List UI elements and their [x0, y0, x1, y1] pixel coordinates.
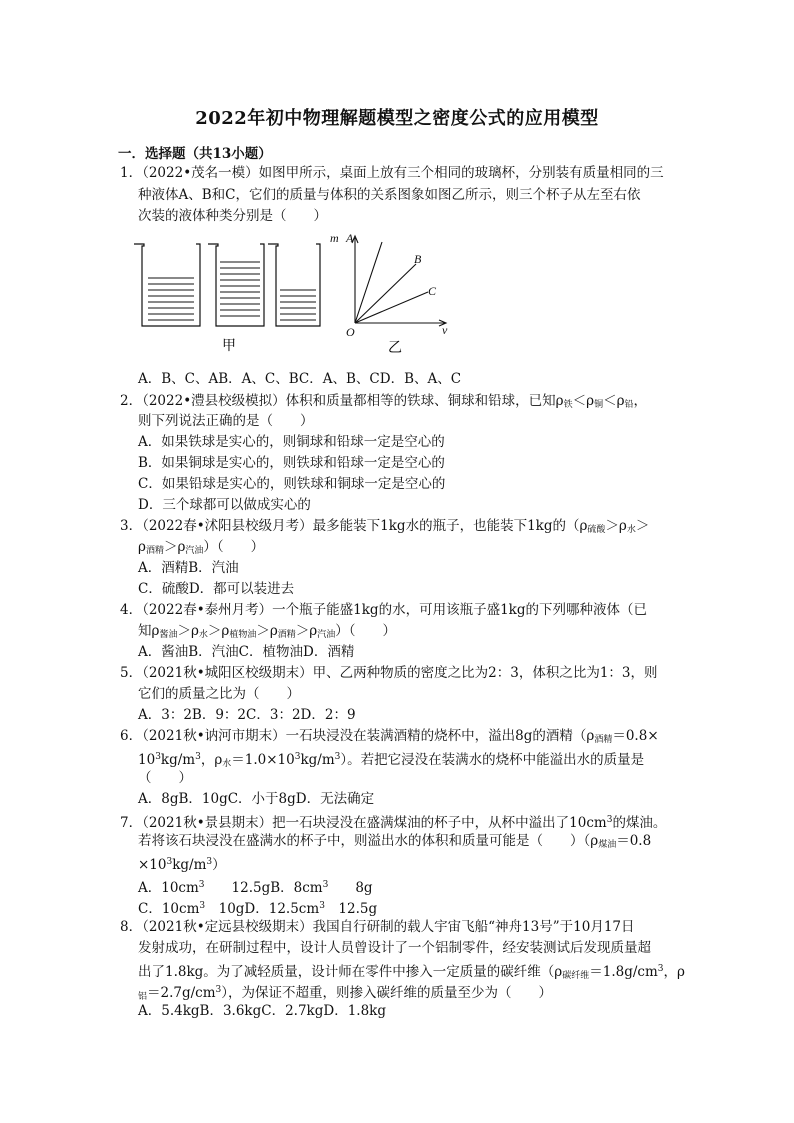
- origin-label: O: [346, 325, 355, 339]
- q7-opt-d-sup: 3: [319, 901, 325, 911]
- q8-text-5: ），为保证不超重，则掺入碳纤维的质量至少为（ ）: [221, 985, 553, 1001]
- q6-sup2: 3: [195, 752, 201, 762]
- q7-sub1: 煤油: [598, 840, 617, 850]
- q4-text: 知ρ: [138, 623, 160, 639]
- figure-label-jia: 甲: [222, 338, 236, 354]
- q8-sup2: 3: [215, 985, 222, 995]
- q3-sub3: 酒精: [145, 546, 164, 556]
- q7-opt-a: A．10cm: [138, 880, 199, 896]
- q4-sub2: 水: [198, 630, 208, 640]
- q4-line-1: 4．（2022春•泰州月考）一个瓶子能盛1kg的水，可用该瓶子盛1kg的下列哪种液体（已: [120, 602, 647, 618]
- q4-sub4: 酒精: [277, 630, 296, 640]
- q8-sub1: 碳纤维: [562, 971, 590, 981]
- q7-line-2: [138, 832, 651, 854]
- q4-sub1: 酱油: [159, 630, 178, 640]
- q7-opt-a-sup: 3: [198, 880, 205, 890]
- q6-sub1: 酒精: [594, 735, 613, 745]
- q4-sub5: 汽油: [317, 630, 336, 640]
- q3-options-1: A．酒精B．汽油: [138, 560, 239, 576]
- line-b: [355, 264, 416, 323]
- q2-text: 2．（2022•澧县校级模拟）体积和质量都相等的铁球、铜球和铅球，已知ρ: [120, 393, 564, 409]
- q6-line-2: [138, 748, 644, 773]
- q2-line-2: 则下列说法正确的是（ ）: [138, 413, 314, 429]
- q1-line-3: 次装的液体种类分别是（ ）: [138, 208, 327, 224]
- q7-text-3: 若将该石块浸没在盛满水的杯子中，则溢出水的体积和质量可能是（ ）（ρ: [138, 833, 599, 849]
- page-title: 2022年初中物理解题模型之密度公式的应用模型: [195, 108, 599, 129]
- q7-options-2: [138, 897, 377, 918]
- q5-line-1: 5．（2021秋•城阳区校级期末）甲、乙两种物质的密度之比为2：3，体积之比为1：3，则: [120, 665, 658, 681]
- line-a-label: A: [346, 231, 354, 245]
- q6-line-3: （ ）: [138, 770, 192, 786]
- line-a: [355, 242, 382, 323]
- q6-sup1: 3: [155, 752, 161, 762]
- q7-options-1: [138, 876, 373, 897]
- q2-option-c: C．如果铅球是实心的，则铁球和铜球一定是空心的: [138, 476, 446, 492]
- q6-a: 10: [138, 752, 156, 768]
- q6-f: ）。若把它浸没在装满水的烧杯中能溢出水的质量是: [340, 752, 645, 768]
- mv-graph: [352, 236, 446, 326]
- q4-end: ）（ ）: [335, 623, 397, 639]
- q7-opt-c-sup: 3: [199, 901, 206, 911]
- q7-opt-c: C．10cm: [138, 901, 200, 917]
- q8-sup1: 3: [657, 964, 664, 974]
- q6-d: ＝1.0×10: [231, 752, 295, 768]
- q7-text-1: 7．（2021秋•景县期末）把一石块浸没在盛满煤油的杯子中，从杯中溢出了10cm: [120, 815, 607, 831]
- q8-text-1: 出了1.8kg。为了减轻质量，设计师在零件中掺入一定质量的碳纤维（ρ: [138, 964, 563, 980]
- beaker-1: [134, 244, 200, 326]
- q2-sub-iron: 铁: [563, 400, 573, 410]
- q4-mid1: ＞ρ: [177, 623, 199, 639]
- q4-sub3: 植物油: [229, 630, 257, 640]
- figure-label-yi: 乙: [388, 340, 402, 356]
- q7-opt-b-sup: 3: [322, 880, 329, 890]
- q1-line-2: 种液体A、B和C，它们的质量与体积的关系图象如图乙所示，则三个杯子从左至右依: [138, 187, 641, 203]
- q1-line-1: 1．（2022•茂名一模）如图甲所示，桌面上放有三个相同的玻璃杯，分别装有质量相同的三: [120, 165, 664, 181]
- q4-mid4: ＞ρ: [295, 623, 318, 639]
- q7-sup1: 3: [606, 815, 613, 825]
- q3-end1: ＞: [635, 518, 650, 534]
- q6-c: ，ρ: [200, 752, 223, 768]
- q2-end: ，: [633, 393, 648, 409]
- q3-line-1: [120, 517, 649, 539]
- q3-end2: ）（ ）: [203, 539, 265, 555]
- q8-line-1: 8．（2021秋•定远县校级期末）我国自行研制的载人宇宙飞船“神舟13号”于10月17日: [120, 919, 635, 935]
- q4-mid2: ＞ρ: [207, 623, 230, 639]
- q7-opt-c2: 10gD．12.5cm: [205, 901, 320, 917]
- q7-line-1: [120, 811, 666, 832]
- q3-sub4: 汽油: [185, 546, 204, 556]
- q2-option-a: A．如果铁球是实心的，则铜球和铅球一定是空心的: [138, 434, 445, 450]
- q7-opt-b2: 8g: [328, 880, 373, 896]
- section-heading: 一．选择题（共13小题）: [118, 146, 272, 162]
- q4-options: A．酱油B．汽油C．植物油D．酒精: [138, 644, 355, 660]
- q6-sub2: 水: [222, 759, 232, 769]
- q6-sup4: 3: [334, 752, 341, 762]
- q5-line-2: 它们的质量之比为（ ）: [138, 686, 300, 702]
- q3-mid3: ＞ρ: [163, 539, 186, 555]
- q7-sup2: 3: [166, 857, 173, 867]
- q8-text-4: ＝2.7g/cm: [147, 985, 216, 1001]
- q6-b: kg/m: [160, 752, 196, 768]
- q7-sup3: 3: [206, 857, 213, 867]
- q8-text-2: ＝1.8g/cm: [589, 964, 658, 980]
- q5-options: A．3：2B．9：2C．3：2D．2：9: [138, 707, 356, 723]
- q4-line-2: [138, 622, 396, 644]
- axis-v-label: v: [442, 323, 448, 337]
- q8-text-3: ，ρ: [663, 964, 685, 980]
- q3-rho: ρ: [138, 539, 146, 555]
- axis-m-label: m: [330, 231, 339, 245]
- q3-mid1: ＞ρ: [605, 518, 627, 534]
- beaker-2: [208, 244, 264, 326]
- q6-text-2: ＝0.8×: [612, 728, 659, 744]
- q1-options: A．B、C、AB．A、C、BC．A、B、CD．B、A、C: [138, 371, 462, 387]
- q1-figure: [130, 228, 470, 358]
- line-b-label: B: [414, 252, 422, 266]
- q3-options-2: C．硫酸D．都可以装进去: [138, 581, 295, 597]
- line-c: [355, 292, 428, 323]
- q2-option-b: B．如果铜球是实心的，则铁球和铅球一定是空心的: [138, 455, 445, 471]
- q7-text-7: ）: [212, 857, 226, 873]
- q2-mid1: ＜ρ: [572, 393, 595, 409]
- q7-opt-d2: 12.5g: [324, 901, 378, 917]
- q3-sub1: 硫酸: [587, 525, 606, 535]
- q7-text-5: ×10: [138, 857, 167, 873]
- q6-sup3: 3: [294, 752, 301, 762]
- q8-line-2: 发射成功，在研制过程中，设计人员曾设计了一个铝制零件，经安装测试后发现质量超: [138, 940, 651, 956]
- q7-text-2: 的煤油。: [612, 815, 667, 831]
- q4-mid3: ＞ρ: [256, 623, 278, 639]
- q7-opt-a2: 12.5gB．8cm: [204, 880, 323, 896]
- q6-options: A．8gB．10gC．小于8gD．无法确定: [138, 791, 375, 807]
- q2-option-d: D．三个球都可以做成实心的: [138, 497, 311, 513]
- q2-mid2: ＜ρ: [603, 393, 625, 409]
- q6-e: kg/m: [300, 752, 335, 768]
- line-c-label: C: [428, 284, 437, 298]
- q8-sub-al: 铝: [138, 992, 148, 1002]
- q7-text-6: kg/m: [172, 857, 207, 873]
- q2-sub-lead: 铅: [624, 400, 634, 410]
- q8-options: A．5.4kgB．3.6kgC．2.7kgD．1.8kg: [138, 1003, 386, 1019]
- q7-text-4: ＝0.8: [616, 833, 652, 849]
- q3-sub2: 水: [626, 525, 636, 535]
- q2-line-1: [120, 392, 647, 414]
- beaker-3: [268, 244, 320, 326]
- q7-line-3: [138, 853, 226, 874]
- q6-line-1: [120, 727, 659, 749]
- q3-text: 3．（2022春•沭阳县校级月考）最多能装下1kg水的瓶子，也能装下1kg的（ρ: [120, 518, 588, 534]
- q2-sub-copper: 铜: [594, 400, 604, 410]
- q3-line-2: [138, 538, 264, 560]
- q6-text-1: 6．（2021秋•讷河市期末）一石块浸没在装满酒精的烧杯中，溢出8g的酒精（ρ: [120, 728, 595, 744]
